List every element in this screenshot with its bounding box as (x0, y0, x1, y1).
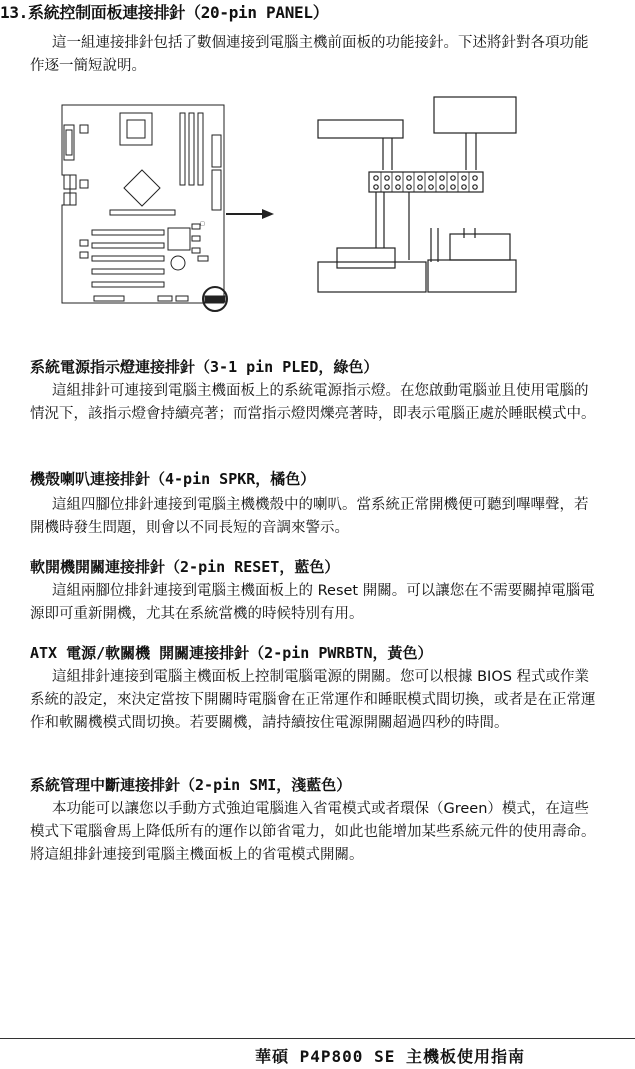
section-title-spkr: 機殼喇叭連接排針（4-pin SPKR，橘色） (30, 470, 316, 488)
section-heading: 13.系統控制面板連接排針（20-pin PANEL） (0, 3, 329, 22)
pointer-arrow-icon (226, 209, 274, 219)
section-body-spkr: 這組四腳位排針連接到電腦主機機殼中的喇叭。當系統正常開機便可聽到嗶嗶聲，若開機時發生問題，則會以不同長短的音調來警示。 (30, 497, 589, 536)
section-title-pled: 系統電源指示燈連接排針（3-1 pin PLED，綠色） (30, 358, 379, 376)
footer-title: 華碩 P4P800 SE 主機板使用指南 (255, 1047, 525, 1066)
section-body-pled: 這組排針可連接到電腦主機面板上的系統電源指示燈。在您啟動電腦並且使用電腦的情況下，該指示燈會持續亮著；而當指示燈閃爍亮著時，即表示電腦正處於睡眠模式中。 (30, 383, 596, 422)
section-body-smi: 本功能可以讓您以手動方式強迫電腦進入省電模式或者環保（Green）模式，在這些模式下電腦會馬上降低所有的運作以節省電力，如此也能增加某些系統元件的使用壽命。將這組排針連接到電腦主機面板上的省電模式開關。 (30, 801, 596, 863)
svg-text:□: □ (200, 221, 205, 227)
footer-divider (0, 1038, 635, 1039)
section-title-reset: 軟開機開關連接排針（2-pin RESET，藍色） (30, 558, 340, 576)
panel-pin-header-icon (318, 97, 516, 292)
section-body-pwrbtn: 這組排針連接到電腦主機面板上控制電腦電源的開關。您可以根據 BIOS 程式或作業系統的設定，來決定當按下開關時電腦會在正常運作和睡眠模式間切換，或者是在正常運作和軟關機模式間切換。若要關機，請持續按住電源開關超過四秒的時間。 (30, 669, 596, 731)
section-title-smi: 系統管理中斷連接排針（2-pin SMI，淺藍色） (30, 776, 352, 794)
section-title-pwrbtn: ATX 電源/軟關機 開關連接排針（2-pin PWRBTN，黃色） (30, 644, 433, 662)
section-body-reset: 這組兩腳位排針連接到電腦主機面板上的 Reset 開關。可以讓您在不需要關掉電腦電源即可重新開機，尤其在系統當機的時候特別有用。 (30, 583, 595, 622)
motherboard-layout-icon (62, 105, 227, 311)
panel-connector-diagram (0, 0, 635, 330)
intro-paragraph: 這一組連接排針包括了數個連接到電腦主機前面板的功能接針。下述將針對各項功能作逐一簡短說明。 (30, 35, 589, 74)
